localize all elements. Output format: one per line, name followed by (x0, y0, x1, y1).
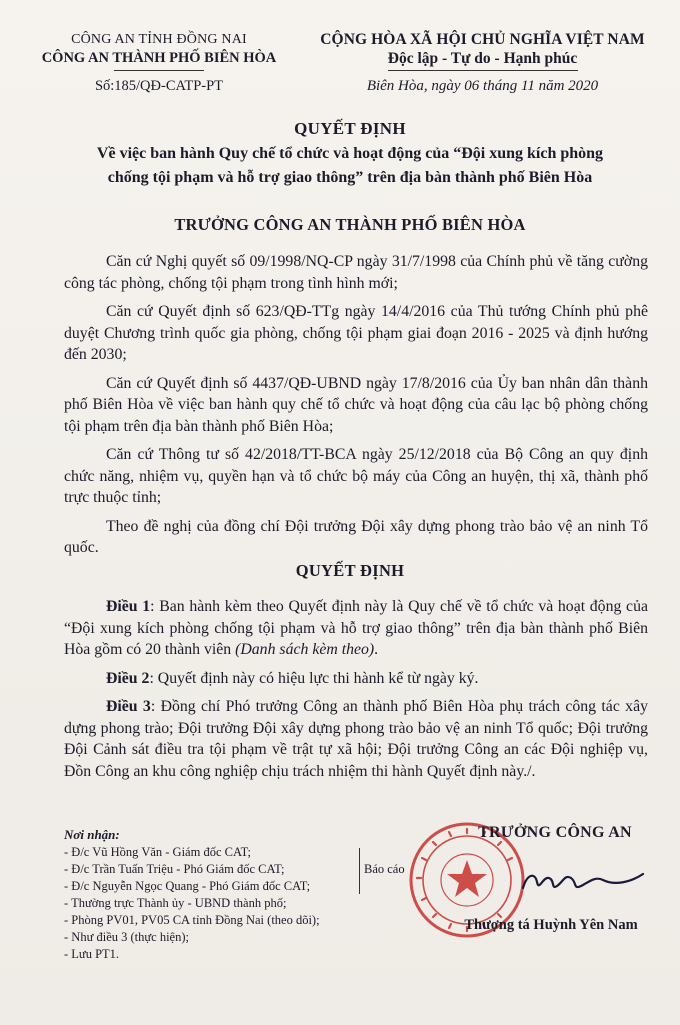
article-tail: . (374, 641, 379, 658)
article-2 (64, 668, 648, 690)
recipient-item: - Phòng PV01, PV05 CA tỉnh Đồng Nai (theo dõi); (64, 912, 404, 929)
article-text: : Đồng chí Phó trưởng Công an thành phố Biên Hòa phụ trách công tác xây dựng phong trào; Đội trưởng Đội xây dựng phong trào bảo vệ an ninh Tổ quốc; Đội trưởng Đội Cảnh sát điều tra tội phạm về trật tự xã hội; Đội trưởng Công an các Đội nghiệp vụ, Đồn Công an khu công nghiệp chịu trách nhiệm thi hành Quyết định này./. (64, 698, 648, 780)
decision-heading: QUYẾT ĐỊNH (295, 561, 405, 580)
article-1 (64, 596, 648, 661)
preamble-paragraph: Căn cứ Thông tư số 42/2018/TT-BCA ngày 25/12/2018 của Bộ Công an quy định chức năng, nhiệm vụ, quyền hạn và tổ chức bộ máy của Công an huyện, thị xã, thành phố trực thuộc tỉnh; (64, 446, 648, 506)
preamble-paragraph: Theo đề nghị của đồng chí Đội trưởng Đội xây dựng phong trào bảo vệ an ninh Tổ quốc. (64, 517, 648, 556)
header-divider (114, 70, 204, 71)
recipient-item: - Đ/c Trần Tuấn Triệu - Phó Giám đốc CAT; (64, 861, 404, 878)
article-text: : Ban hành kèm theo Quyết định này là Quy chế về tổ chức và hoạt động của “Đội xung kích phòng chống tội phạm và hỗ trợ giao thông” trên địa bàn thành phố Biên Hòa gồm có 20 thành viên (64, 598, 648, 658)
report-note: Báo cáo (364, 862, 405, 876)
nation-name: CỘNG HÒA XÃ HỘI CHỦ NGHĨA VIỆT NAM (320, 31, 645, 48)
recipient-item: - Thường trực Thành ủy - UBND thành phố; (64, 895, 404, 912)
issuing-authority: TRƯỞNG CÔNG AN THÀNH PHỐ BIÊN HÒA (174, 215, 526, 234)
article-label: Điều 2 (106, 669, 150, 687)
document-title (40, 118, 660, 188)
signer-title: TRƯỞNG CÔNG AN (478, 824, 632, 841)
preamble (64, 251, 648, 566)
recipient-item: - Đ/c Vũ Hồng Văn - Giám đốc CAT; (64, 844, 404, 861)
document-number: Số:185/QĐ-CATP-PT (94, 78, 224, 94)
parent-agency: CÔNG AN TỈNH ĐỒNG NAI (71, 32, 247, 47)
motto-underline (388, 70, 578, 71)
preamble-paragraph: Căn cứ Quyết định số 623/QĐ-TTg ngày 14/4/2016 của Thủ tướng Chính phủ phê duyệt Chương trình quốc gia phòng, chống tội phạm giai đoạn 2016 - 2025 và định hướng đến 2030; (64, 303, 648, 363)
article-3 (64, 696, 648, 782)
issuing-agency-header (14, 30, 304, 96)
document-type: QUYẾT ĐỊNH (294, 119, 406, 138)
preamble-paragraph: Căn cứ Nghị quyết số 09/1998/NQ-CP ngày 31/7/1998 của Chính phủ về tăng cường công tác phòng, chống tội phạm trong tình hình mới; (64, 253, 648, 292)
recipient-item: - Như điều 3 (thực hiện); (64, 929, 404, 946)
national-motto: Độc lập - Tự do - Hạnh phúc (387, 50, 578, 67)
recipient-item: - Lưu PT1. (64, 946, 404, 963)
subject-line-2: chống tội phạm và hỗ trợ giao thông” trên địa bàn thành phố Biên Hòa (107, 169, 593, 186)
preamble-paragraph: Căn cứ Quyết định số 4437/QĐ-UBND ngày 17/8/2016 của Ủy ban nhân dân thành phố Biên Hòa về việc ban hành quy chế tổ chức và hoạt động của câu lạc bộ phòng chống tội phạm trên địa bàn thành phố Biên Hòa; (64, 374, 648, 435)
recipients-list (64, 826, 404, 963)
subject-line-1: Về việc ban hành Quy chế tổ chức và hoạt động của “Đội xung kích phòng (96, 145, 604, 162)
article-label: Điều 3 (106, 698, 151, 715)
national-header (300, 30, 665, 96)
articles (64, 596, 648, 789)
recipient-item: - Đ/c Nguyễn Ngọc Quang - Phó Giám đốc CAT; (64, 878, 404, 895)
article-note: (Danh sách kèm theo) (235, 641, 375, 658)
issuing-agency: CÔNG AN THÀNH PHỐ BIÊN HÒA (41, 50, 277, 66)
article-text: : Quyết định này có hiệu lực thi hành kể từ ngày ký. (149, 669, 479, 687)
report-bracket (351, 848, 360, 894)
place-and-date: Biên Hòa, ngày 06 tháng 11 năm 2020 (366, 78, 599, 94)
article-label: Điều 1 (106, 598, 151, 615)
recipients-heading: Nơi nhận: (64, 827, 120, 842)
signature-block (405, 816, 675, 946)
handwritten-signature (523, 874, 643, 888)
signer-name: Thượng tá Huỳnh Yên Nam (464, 917, 638, 933)
